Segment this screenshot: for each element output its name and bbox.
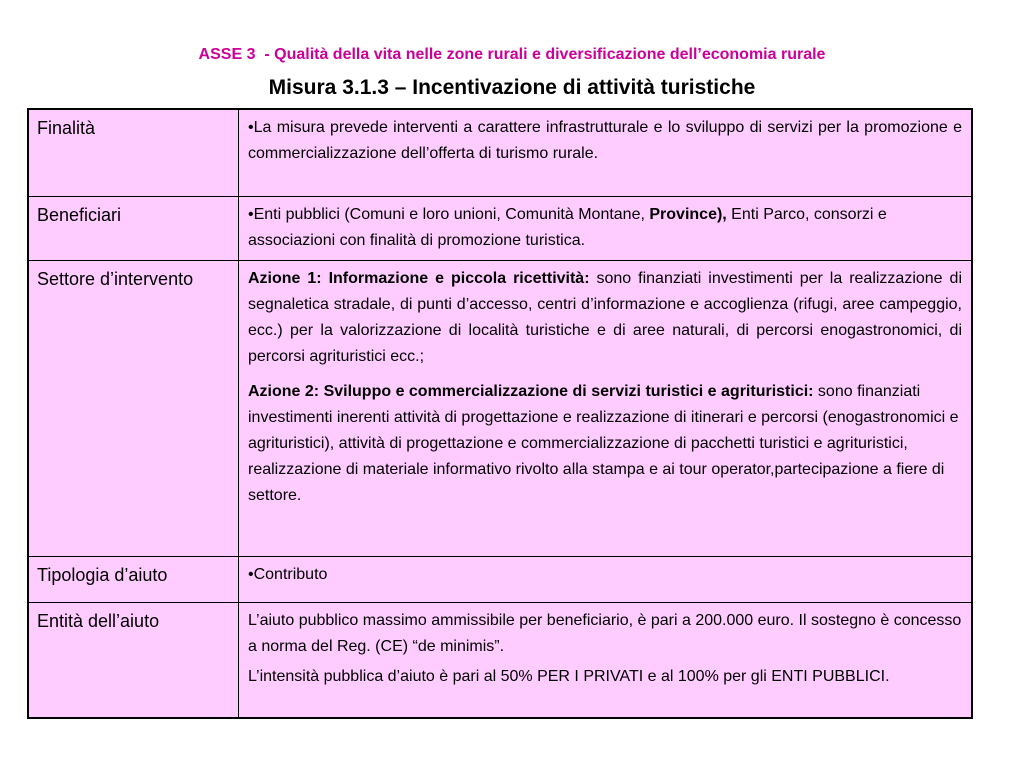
table-row-beneficiari (28, 196, 972, 260)
azione-1-text: sono finanziati investimenti per la realizzazione di segnaletica stradale, di punti d’accesso, centri d’informazione e accoglienza (rifugi, aree campeggio, ecc.) per la valorizzazione di località turistiche e di aree naturali, di percorsi enogastronomici, di percorsi agrituristici ecc.; (248, 269, 962, 365)
beneficiari-text-start: •Enti pubblici (Comuni e loro unioni, Comunità Montane, (248, 205, 650, 223)
table-row-finalita (28, 109, 972, 196)
table-row-tipologia (28, 556, 972, 602)
row-label-settore: Settore d’intervento (28, 260, 239, 556)
row-label-tipologia: Tipologia d’aiuto (28, 556, 239, 602)
row-content-beneficiari (239, 196, 973, 260)
row-label-finalita: Finalità (28, 109, 239, 196)
row-content-tipologia: •Contributo (239, 556, 973, 602)
azione-1-paragraph (248, 266, 962, 370)
azione-2-heading: Azione 2: Sviluppo e commercializzazione di servizi turistici e agrituristici: (248, 382, 814, 400)
row-label-entita: Entità dell’aiuto (28, 602, 239, 718)
table-row-entita (28, 602, 972, 718)
entita-paragraph-1: L’aiuto pubblico massimo ammissibile per beneficiario, è pari a 200.000 euro. Il sostegno è concesso a norma del Reg. (CE) “de minimis”. (248, 611, 962, 655)
row-label-beneficiari: Beneficiari (28, 196, 239, 260)
table-row-settore (28, 260, 972, 556)
entita-paragraph-2: L’intensità pubblica d’aiuto è pari al 50% PER I PRIVATI e al 100% per gli ENTI PUBBLICI. (248, 667, 890, 685)
row-content-finalita: •La misura prevede interventi a carattere infrastrutturale e lo sviluppo di servizi per la promozione e commercializzazione dell’offerta di turismo rurale. (239, 109, 973, 196)
slide-subtitle: ASSE 3 - Qualità della vita nelle zone rurali e diversificazione dell’economia rurale (198, 46, 826, 63)
azione-1-heading: Azione 1: Informazione e piccola ricettività: (248, 269, 590, 287)
row-content-settore (239, 260, 973, 556)
slide-title: Misura 3.1.3 – Incentivazione di attività turistiche (268, 76, 756, 99)
measure-table (27, 108, 973, 719)
azione-2-text: sono finanziati investimenti inerenti attività di progettazione e realizzazione di itinerari e percorsi (enogastronomici e agrituristici), attività di progettazione e commercializzazione di pacchetti turistici e agrituristici, realizzazione di materiale informativo rivolto alla stampa e ai tour operator,partecipazione a fiere di settore. (248, 382, 959, 504)
beneficiari-bold-province: Province), (649, 205, 727, 223)
azione-2-paragraph (248, 379, 962, 509)
row-content-entita (239, 602, 973, 718)
beneficiari-text-end: Enti Parco, consorzi e associazioni con finalità di promozione turistica. (248, 205, 887, 249)
